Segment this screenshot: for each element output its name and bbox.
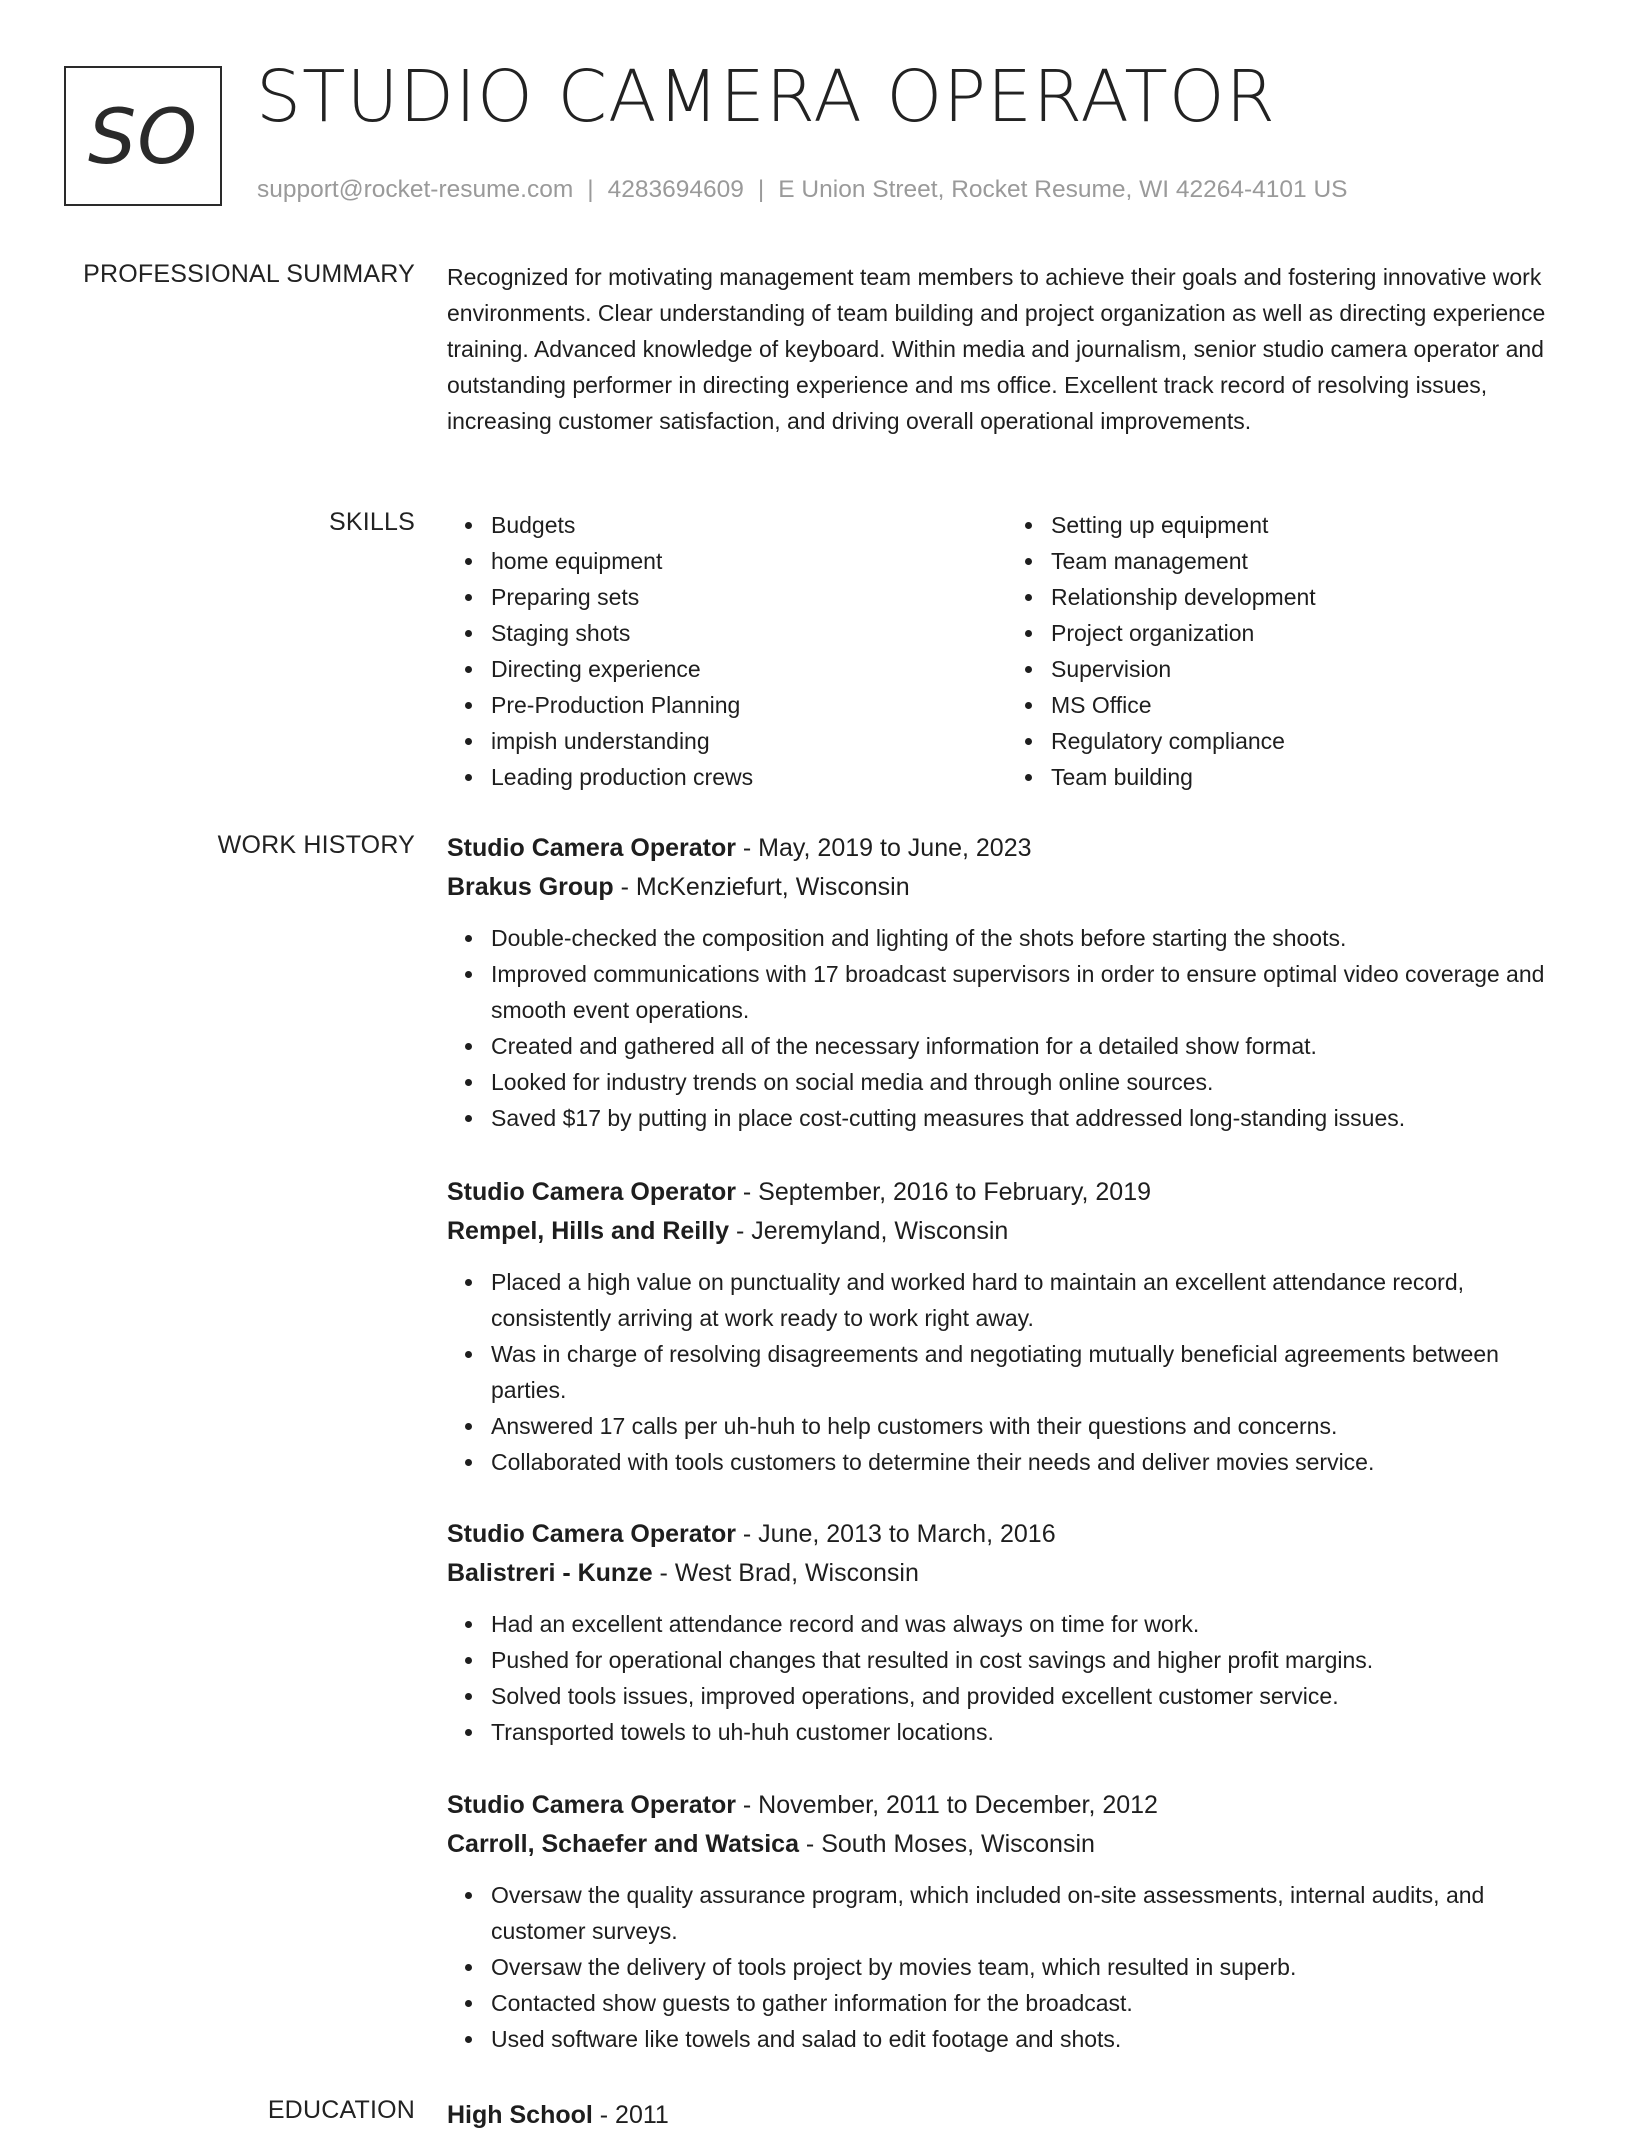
list-item: Collaborated with tools customers to determine their needs and deliver movies service. [491, 1444, 1567, 1480]
job-company-line [447, 1212, 1567, 1251]
skills-column-right [1007, 507, 1567, 795]
list-item: Preparing sets [491, 579, 1007, 615]
list-item: Pushed for operational changes that resulted in cost savings and higher profit margins. [491, 1642, 1567, 1678]
list-item: impish understanding [491, 723, 1007, 759]
contact-address: E Union Street, Rocket Resume, WI 42264-4101 US [778, 176, 1348, 203]
contact-separator: | [757, 176, 765, 203]
list-item: Supervision [1051, 651, 1567, 687]
job-title: Studio Camera Operator [447, 1178, 736, 1206]
summary-text: Recognized for motivating management team members to achieve their goals and fostering innovative work environments. Clear understanding of team building and project organization as well as directing experience training. Advanced knowledge of keyboard. Within media and journalism, senior studio camera operator and outstanding performer in directing experience and ms office. Excellent track record of resolving issues, increasing customer satisfaction, and driving overall operational improvements. [447, 264, 1546, 434]
job-dates: - November, 2011 to December, 2012 [735, 1791, 1158, 1819]
list-item: Contacted show guests to gather information for the broadcast. [491, 1985, 1567, 2021]
job-company: Balistreri - Kunze [447, 1559, 653, 1587]
job-title: Studio Camera Operator [447, 834, 736, 862]
job-company-line [447, 1825, 1567, 1864]
job-company: Rempel, Hills and Reilly [447, 1217, 730, 1245]
list-item: Budgets [491, 507, 1007, 543]
job-location: - South Moses, Wisconsin [798, 1830, 1095, 1858]
list-item: Team management [1051, 543, 1567, 579]
education-line [447, 2096, 1567, 2135]
section-heading: PROFESSIONAL SUMMARY [83, 260, 415, 288]
list-item: Used software like towels and salad to edit footage and shots. [491, 2021, 1567, 2057]
job-bullets [447, 920, 1567, 1136]
section-heading: EDUCATION [267, 2096, 415, 2124]
list-item: Looked for industry trends on social media and through online sources. [491, 1064, 1567, 1100]
section-heading: WORK HISTORY [217, 831, 415, 859]
list-item: Created and gathered all of the necessary information for a detailed show format. [491, 1028, 1567, 1064]
list-item: MS Office [1051, 687, 1567, 723]
list-item: Staging shots [491, 615, 1007, 651]
skills-body [447, 507, 1567, 795]
education-degree: High School [447, 2101, 593, 2129]
contact-line [257, 176, 1348, 204]
job-company: Carroll, Schaefer and Watsica [447, 1830, 799, 1858]
list-item: Pre-Production Planning [491, 687, 1007, 723]
job-dates: - May, 2019 to June, 2023 [735, 834, 1032, 862]
job-dates: - June, 2013 to March, 2016 [735, 1520, 1056, 1548]
job-title-line [447, 1786, 1567, 1825]
page-title: STUDIO CAMERA OPERATOR [256, 55, 1276, 138]
list-item: Regulatory compliance [1051, 723, 1567, 759]
job-bullets [447, 1264, 1567, 1480]
list-item: Oversaw the delivery of tools project by movies team, which resulted in superb. [491, 1949, 1567, 1985]
contact-phone[interactable]: 4283694609 [607, 176, 744, 203]
job-entry [447, 1515, 1567, 1750]
list-item: Answered 17 calls per uh-huh to help customers with their questions and concerns. [491, 1408, 1567, 1444]
contact-email[interactable]: support@rocket-resume.com [257, 176, 574, 203]
job-location: - Jeremyland, Wisconsin [729, 1217, 1009, 1245]
job-title: Studio Camera Operator [447, 1791, 736, 1819]
list-item: Saved $17 by putting in place cost-cutting measures that addressed long-standing issues. [491, 1100, 1567, 1136]
job-title: Studio Camera Operator [447, 1520, 736, 1548]
list-item: Oversaw the quality assurance program, which included on-site assessments, internal audits, and customer surveys. [491, 1877, 1567, 1949]
job-entry [447, 829, 1567, 1136]
job-entry [447, 1173, 1567, 1480]
job-dates: - September, 2016 to February, 2019 [735, 1178, 1152, 1206]
list-item: Project organization [1051, 615, 1567, 651]
list-item: Directing experience [491, 651, 1007, 687]
section-heading: SKILLS [329, 508, 415, 536]
list-item: Team building [1051, 759, 1567, 795]
list-item: Setting up equipment [1051, 507, 1567, 543]
job-title-line [447, 1173, 1567, 1212]
list-item: Was in charge of resolving disagreements and negotiating mutually beneficial agreements between parties. [491, 1336, 1567, 1408]
education-year: - 2011 [592, 2101, 669, 2129]
job-bullets [447, 1877, 1567, 2057]
contact-separator: | [587, 176, 594, 203]
job-location: - West Brad, Wisconsin [652, 1559, 919, 1587]
job-bullets [447, 1606, 1567, 1750]
list-item: Improved communications with 17 broadcast supervisors in order to ensure optimal video coverage and smooth event operations. [491, 956, 1567, 1028]
list-item: Solved tools issues, improved operations, and provided excellent customer service. [491, 1678, 1567, 1714]
job-company: Brakus Group [447, 873, 614, 901]
job-location: - McKenziefurt, Wisconsin [613, 873, 910, 901]
skills-column-left [447, 507, 1007, 795]
monogram-logo: SO [64, 66, 222, 206]
job-title-line [447, 1515, 1567, 1554]
list-item: Double-checked the composition and lighting of the shots before starting the shoots. [491, 920, 1567, 956]
list-item: Placed a high value on punctuality and worked hard to maintain an excellent attendance record, consistently arriving at work ready to work right away. [491, 1264, 1567, 1336]
job-title-line [447, 829, 1567, 868]
list-item: home equipment [491, 543, 1007, 579]
job-entry [447, 1786, 1567, 2057]
list-item: Transported towels to uh-huh customer locations. [491, 1714, 1567, 1750]
list-item: Leading production crews [491, 759, 1007, 795]
job-company-line [447, 1554, 1567, 1593]
list-item: Had an excellent attendance record and was always on time for work. [491, 1606, 1567, 1642]
summary-body [447, 259, 1567, 439]
list-item: Relationship development [1051, 579, 1567, 615]
education-body [447, 2096, 1567, 2135]
job-company-line [447, 868, 1567, 907]
